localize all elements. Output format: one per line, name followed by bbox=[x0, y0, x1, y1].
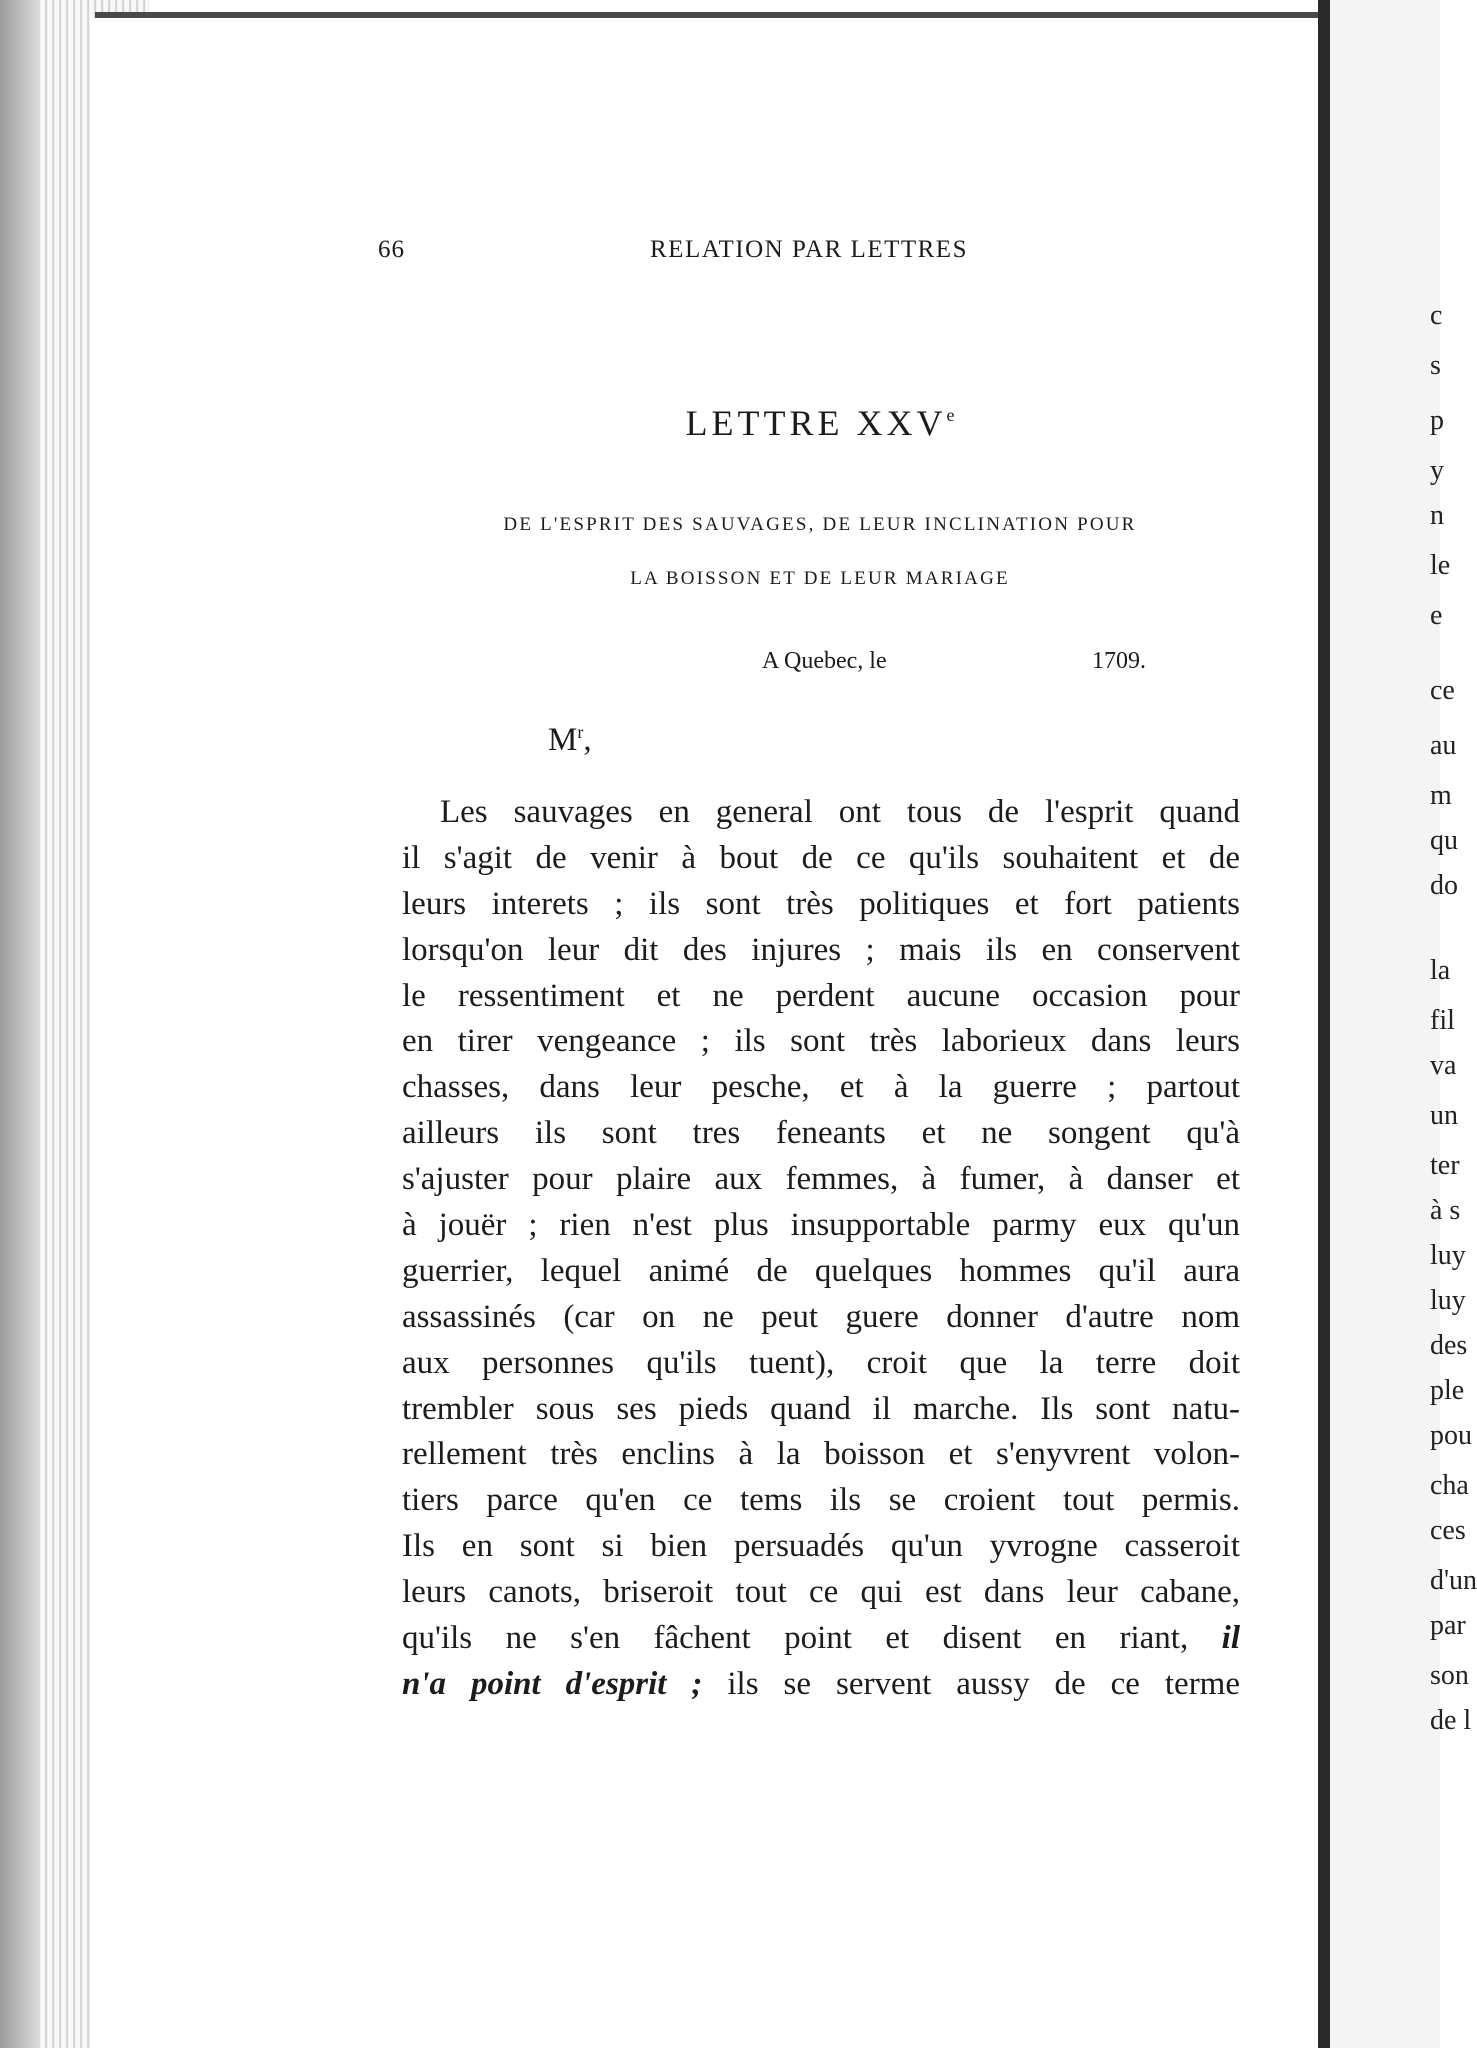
running-title: RELATION PAR LETTRES bbox=[650, 236, 968, 263]
letter-subtitle bbox=[405, 498, 1235, 606]
facing-page-fragment: ces bbox=[1430, 1515, 1466, 1546]
subtitle-line: DE L'ESPRIT DES SAUVAGES, DE LEUR INCLINATION POUR bbox=[503, 514, 1137, 535]
dateline-year: 1709. bbox=[1092, 648, 1146, 674]
text-line: aux personnes qu'ils tuent), croit que la terre doit bbox=[402, 1344, 1240, 1381]
facing-page-fragment: d'un bbox=[1430, 1565, 1477, 1596]
facing-page bbox=[1330, 0, 1477, 2048]
facing-page-fragment: ple bbox=[1430, 1375, 1465, 1406]
facing-page-fragment: luy bbox=[1430, 1240, 1466, 1271]
facing-page-fragment: luy bbox=[1430, 1285, 1466, 1316]
book-cover-edge bbox=[0, 0, 40, 2048]
italic-segment: n'a point d'esprit ; bbox=[402, 1665, 703, 1702]
facing-page-fragment: par bbox=[1430, 1610, 1466, 1641]
top-page-edge bbox=[95, 12, 1325, 18]
facing-page-fragment: do bbox=[1430, 870, 1458, 901]
facing-page-fragment: ter bbox=[1430, 1150, 1460, 1181]
salutation-sup: r bbox=[577, 722, 584, 742]
text-line: lorsqu'on leur dit des injures ; mais ils en conservent bbox=[402, 931, 1240, 968]
text-line: le ressentiment et ne perdent aucune occasion pour bbox=[402, 977, 1240, 1014]
text-line bbox=[402, 1662, 1240, 1708]
facing-page-fragment: cha bbox=[1430, 1470, 1469, 1501]
facing-page-fragment: au bbox=[1430, 730, 1457, 761]
text-line: leurs interets ; ils sont très politiques et fort patients bbox=[402, 885, 1240, 922]
text-segment: qu'ils ne s'en fâchent point et disent en riant, bbox=[402, 1620, 1189, 1657]
text-line: guerrier, lequel animé de quelques hommes qu'il aura bbox=[402, 1252, 1240, 1289]
letter-title-sup: e bbox=[946, 405, 955, 425]
text-line: trembler sous ses pieds quand il marche. Ils sont natu- bbox=[402, 1390, 1240, 1427]
salutation-text: M bbox=[548, 722, 578, 758]
salutation bbox=[548, 722, 592, 759]
facing-page-fragment: qu bbox=[1430, 825, 1458, 856]
facing-page-fragment: son bbox=[1430, 1660, 1469, 1691]
text-line: leurs canots, briseroit tout ce qui est dans leur cabane, bbox=[402, 1574, 1240, 1611]
text-segment: ils se servent aussy de ce terme bbox=[727, 1665, 1241, 1702]
text-line: ailleurs ils sont tres feneants et ne songent qu'à bbox=[402, 1115, 1240, 1152]
facing-page-fragment: des bbox=[1430, 1330, 1468, 1361]
facing-page-fragment: de l bbox=[1430, 1705, 1472, 1736]
facing-page-fragment: à s bbox=[1430, 1195, 1461, 1226]
text-line: rellement très enclins à la boisson et s'enyvrent volon- bbox=[402, 1436, 1240, 1473]
page-number: 66 bbox=[378, 236, 405, 263]
salutation-comma: , bbox=[583, 722, 592, 758]
facing-page-fragment: pou bbox=[1430, 1420, 1472, 1451]
text-line: il s'agit de venir à bout de ce qu'ils souhaitent et de bbox=[402, 839, 1240, 876]
body-text bbox=[402, 790, 1240, 1708]
facing-page-fragment: la bbox=[1430, 955, 1451, 986]
dateline-place: A Quebec, le bbox=[762, 648, 887, 674]
running-head bbox=[378, 236, 1008, 270]
text-line: Les sauvages en general ont tous de l'esprit quand bbox=[440, 794, 1240, 830]
facing-page-fragment: s bbox=[1430, 350, 1441, 381]
text-line: assassinés (car on ne peut guere donner d'autre nom bbox=[402, 1298, 1240, 1335]
letter-title-text: LETTRE XXV bbox=[685, 403, 947, 443]
italic-segment: il bbox=[1221, 1620, 1241, 1657]
text-line: Ils en sont si bien persuadés qu'un yvrogne casseroit bbox=[402, 1528, 1240, 1565]
text-line: chasses, dans leur pesche, et à la guerre ; partout bbox=[402, 1069, 1240, 1106]
facing-page-fragment: m bbox=[1430, 780, 1452, 811]
text-line: tiers parce qu'en ce tems ils se croient tout permis. bbox=[402, 1482, 1240, 1519]
facing-page-fragment: c bbox=[1430, 300, 1443, 331]
letter-title bbox=[400, 402, 1240, 444]
text-line bbox=[402, 1616, 1240, 1662]
text-line: en tirer vengeance ; ils sont très laborieux dans leurs bbox=[402, 1023, 1240, 1060]
facing-page-fragment: p bbox=[1430, 405, 1444, 436]
facing-page-fragment: va bbox=[1430, 1050, 1457, 1081]
facing-page-fragment: fil bbox=[1430, 1005, 1455, 1036]
text-line: s'ajuster pour plaire aux femmes, à fumer, à danser et bbox=[402, 1161, 1240, 1198]
facing-page-fragment: le bbox=[1430, 550, 1451, 581]
facing-page-fragment: un bbox=[1430, 1100, 1458, 1131]
facing-page-fragment: n bbox=[1430, 500, 1444, 531]
text-line: à jouër ; rien n'est plus insupportable parmy eux qu'un bbox=[402, 1207, 1240, 1244]
facing-page-fragment: y bbox=[1430, 455, 1444, 486]
subtitle-line: LA BOISSON ET DE LEUR MARIAGE bbox=[630, 568, 1010, 589]
facing-page-fragment: e bbox=[1430, 600, 1443, 631]
dateline bbox=[762, 648, 1146, 675]
book-gutter bbox=[1318, 0, 1330, 2048]
facing-page-fragment: ce bbox=[1430, 675, 1455, 706]
